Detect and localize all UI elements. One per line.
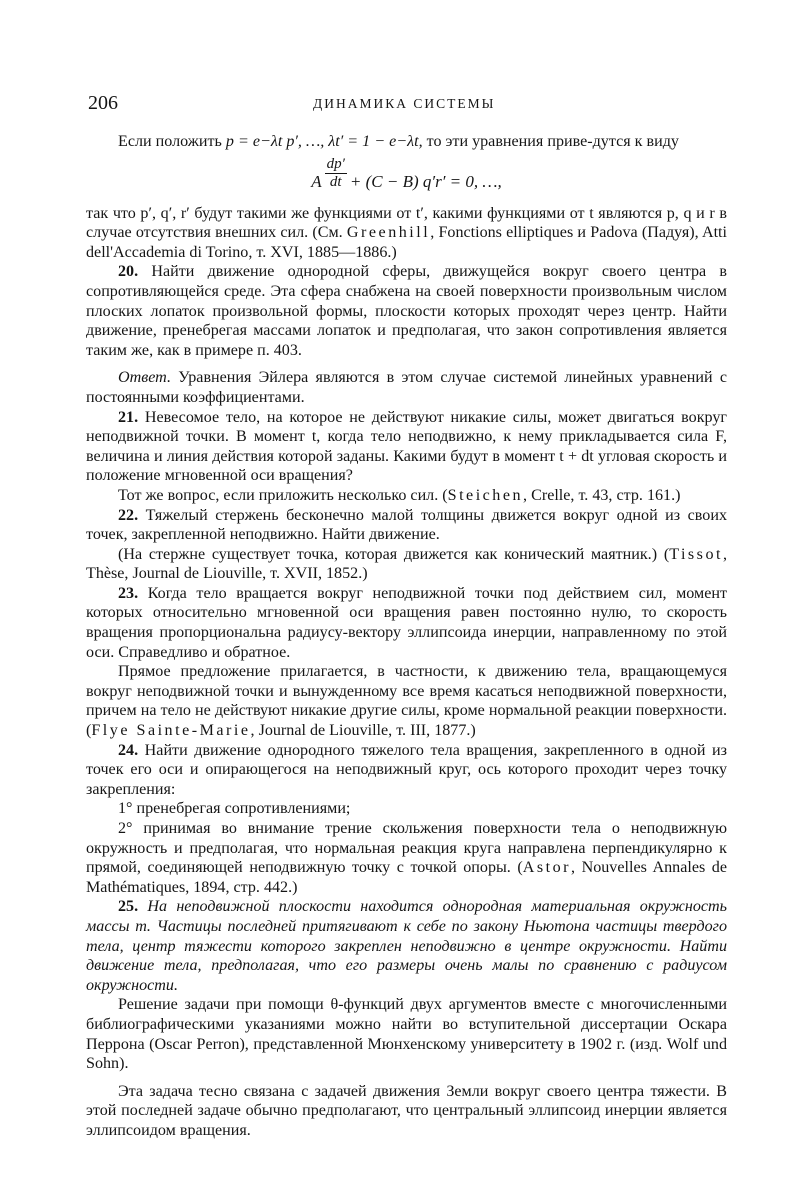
formula-rhs: + (C − B) q′r′ = 0, …, xyxy=(349,171,502,191)
answer-20: Ответ. Уравнения Эйлера являются в этом случае системой линейных уравнений с постоянными коэффициентами. xyxy=(86,369,727,406)
problem-23-note: Прямое предложение прилагается, в частности, к движению тела, вращающемуся вокруг неподвижной точки и вынужденному все время касаться неподвижной поверхности, причем на тело не действуют никакие другие силы, кроме нормальной реакции поверхности. (Flye Sainte-Marie, Journal de Liouville, т. III, 1877.) xyxy=(86,663,727,740)
formula-numerator: dp′ xyxy=(326,155,345,172)
paragraph-after-formula: так что p′, q′, r′ будут такими же функциями от t′, какими функциями от t являются p, q и r в случае отсутствия внешних сил. (См. Greenhill, Fonctions elliptiques и Padova (Падуя), Atti dell'Accademia di Torino, т. XVI, 1885—1886.) xyxy=(86,204,727,261)
inline-formula: p = e−λt p′, …, λt′ = 1 − e−λt, xyxy=(225,133,423,150)
formula-denominator: dt xyxy=(329,173,342,190)
problem-25-remark: Эта задача тесно связана с задачей движения Земли вокруг своего центра тяжести. В этой последней задаче обычно предполагают, что центральный эллипсоид инерции является эллипсоидом вращения. xyxy=(86,1082,727,1139)
problem-22-note: (На стержне существует точка, которая движется как конический маятник.) (Tissot, Thèse, Journal de Liouville, т. XVII, 1852.) xyxy=(86,545,727,583)
intro-paragraph: Если положить p = e−λt p′, …, λt′ = 1 − e−λt, то эти уравнения приве-дутся к виду xyxy=(118,133,679,150)
problem-20: 20. Найти движение однородной сферы, движущейся вокруг своего центра в сопротивляющейся среде. Эта сфера снабжена на своей поверхности произвольным числом плоских лопаток произвольной формы, плоскости которых проходят через центр. Найти движение, пренебрегая массами лопаток и предполагая, что закон сопротивления является таким же, как в примере п. 403. xyxy=(86,263,727,359)
author-flye: Flye Sainte-Marie xyxy=(91,722,251,740)
author-tissot: Tissot xyxy=(669,545,723,563)
display-formula xyxy=(86,156,727,196)
problem-24-item-1: 1° пренебрегая сопротивлениями; xyxy=(118,800,351,818)
problem-24-item-2: 2° принимая во внимание трение скольжения поверхности тела о неподвижную окружность и предполагая, что нормальная реакция круга направлена перпендикулярно к прямой, соединяющей неподвижную точку с точкой опоры. (Astor, Nouvelles Annales de Mathématiques, 1894, стр. 442.) xyxy=(86,820,727,896)
problem-22: 22. Тяжелый стержень бесконечно малой толщины движется вокруг одной из своих точек, закрепленной неподвижно. Найти движение. xyxy=(86,506,727,544)
problem-21-note: Тот же вопрос, если приложить несколько сил. (Steichen, Crelle, т. 43, стр. 161.) xyxy=(118,486,681,504)
problem-25-note: Решение задачи при помощи θ-функций двух аргументов вместе с многочисленными библиографическими указаниями можно найти во вступительной диссертации Оскара Перрона (Oscar Perron), представленной Мюнхенскому университету в 1902 г. (изд. Wolf und Sohn). xyxy=(86,996,727,1073)
answer-label: Ответ. xyxy=(118,369,172,387)
running-head: ДИНАМИКА СИСТЕМЫ xyxy=(313,96,496,111)
author-astor: Astor xyxy=(522,859,572,877)
formula-fraction xyxy=(325,156,347,191)
problem-24: 24. Найти движение однородного тяжелого тела вращения, закрепленного в одной из точек его оси и опирающегося на неподвижный круг, ось которого проходит через точку закрепления: xyxy=(86,741,727,798)
page-number: 206 xyxy=(88,92,118,114)
author-steichen: Steichen xyxy=(447,486,524,504)
problem-25: 25. На неподвижной плоскости находится однородная материальная окружность массы m. Частицы последней притягивают к себе по закону Ньютона частицы твердого тела, центр тяжести которого закреплен неподвижно в центре окружности. Найти движение тела, предполагая, что его размеры очень малы по сравнению с радиусом окружности. xyxy=(86,898,727,994)
page-body xyxy=(86,132,727,1141)
page-header xyxy=(88,92,725,116)
formula-lhs: A xyxy=(311,171,322,191)
author-greenhill: Greenhill xyxy=(346,224,431,242)
problem-21: 21. Невесомое тело, на которое не действуют никакие силы, может двигаться вокруг неподвижной точки. В момент t, когда тело неподвижно, к нему прикладывается сила F, величина и линия действия которой заданы. Какими будут в момент t + dt угловая скорость и положение мгновенной оси вращения? xyxy=(86,408,727,485)
problem-23: 23. Когда тело вращается вокруг неподвижной точки под действием сил, момент которых относительно мгновенной оси вращения равен постоянно нулю, то скорость вращения пропорциональна радиусу-вектору эллипсоида инерции, направленному по этой оси. Справедливо и обратное. xyxy=(86,584,727,661)
